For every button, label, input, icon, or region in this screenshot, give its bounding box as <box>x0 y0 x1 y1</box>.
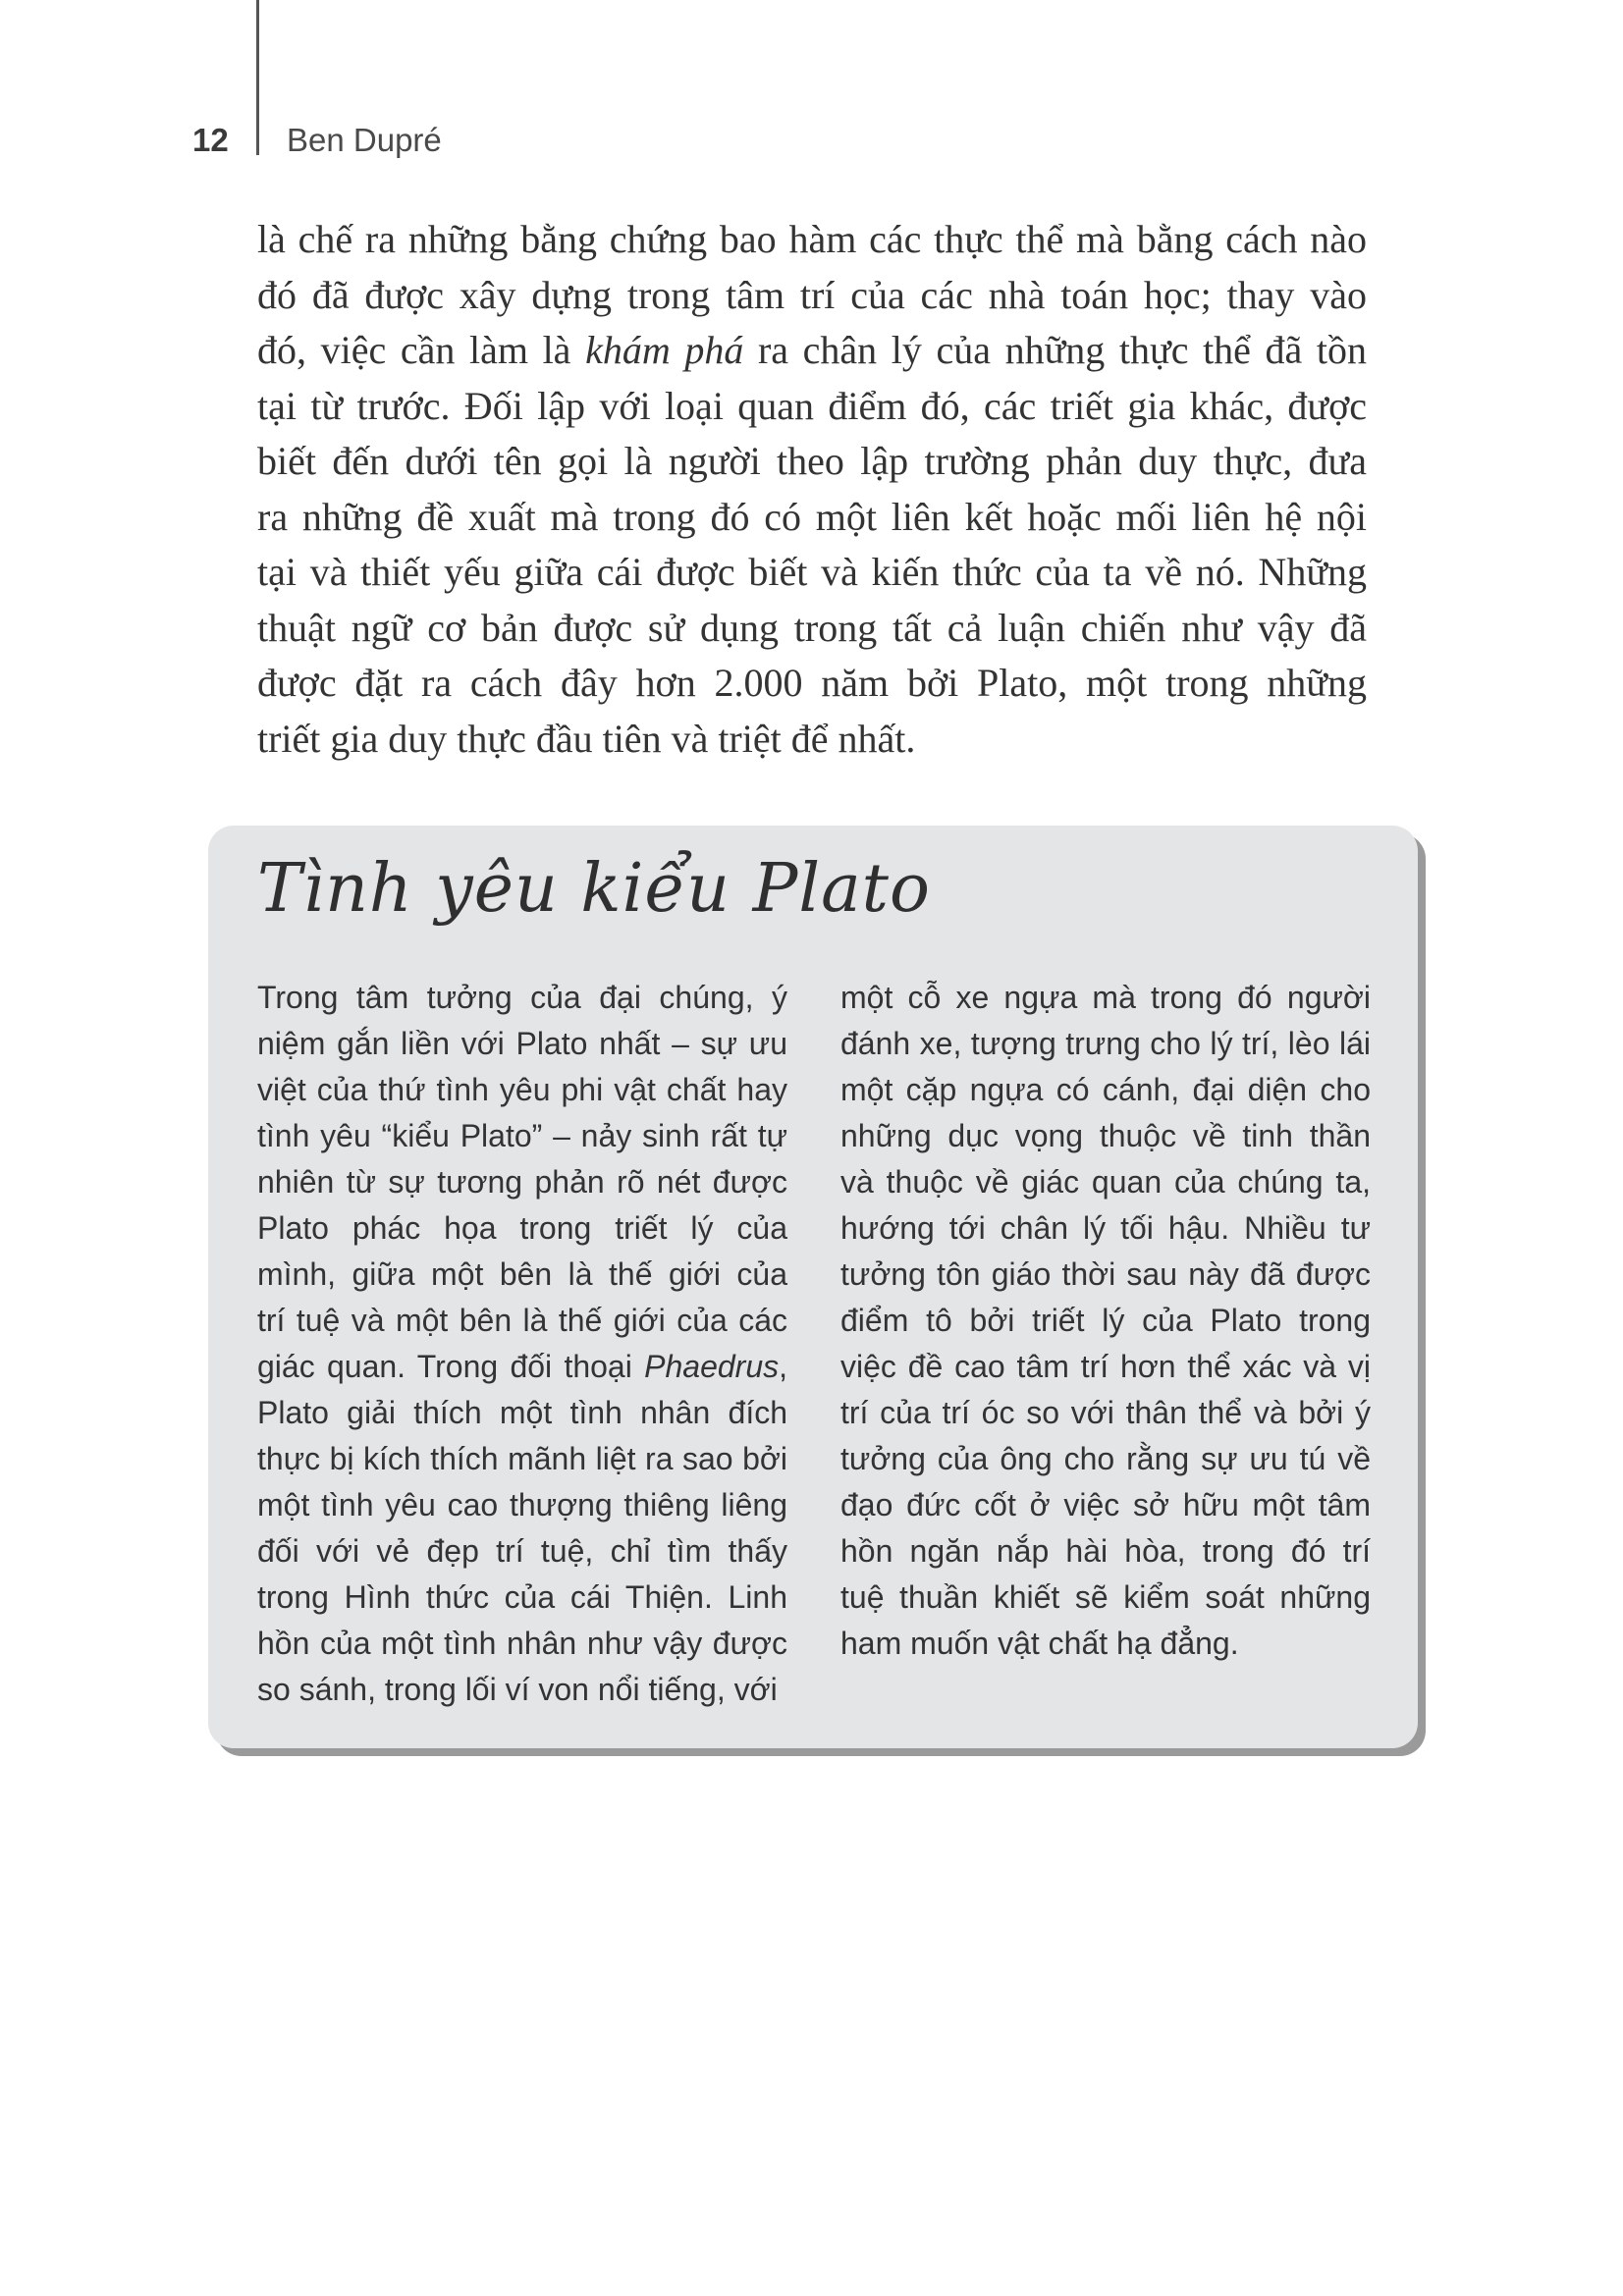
sidebar-line: một tình yêu cao thượng thiêng liêng <box>257 1487 787 1522</box>
emphasis-term: Phaedrus <box>644 1349 780 1384</box>
body-line: tại và thiết yếu giữa cái được biết và kiến thức của ta về nó. Những <box>257 550 1367 594</box>
sidebar-line: trí tuệ và một bên là thế giới của các <box>257 1303 787 1338</box>
sidebar-line: Plato giải thích một tình nhân đích <box>257 1395 787 1430</box>
sidebar-line: một cặp ngựa có cánh, đại diện cho <box>840 1072 1371 1107</box>
sidebar-line: đạo đức cốt ở việc sở hữu một tâm <box>840 1487 1371 1522</box>
running-head-author: Ben Dupré <box>287 122 442 158</box>
sidebar-line: so sánh, trong lối ví von nổi tiếng, với <box>257 1672 778 1707</box>
sidebar-line: một cỗ xe ngựa mà trong đó người <box>840 980 1371 1015</box>
sidebar-line: hướng tới chân lý tối hậu. Nhiều tư <box>840 1210 1371 1246</box>
header-vertical-rule <box>256 0 259 155</box>
sidebar-line: tưởng của ông cho rằng sự ưu tú về <box>840 1441 1371 1476</box>
sidebar-line: Trong tâm tưởng của đại chúng, ý <box>257 980 787 1015</box>
sidebar-line: hồn của một tình nhân như vậy được <box>257 1626 787 1661</box>
sidebar-line: đánh xe, tượng trưng cho lý trí, lèo lái <box>840 1026 1371 1061</box>
sidebar-line: trong Hình thức của cái Thiện. Linh <box>257 1579 787 1615</box>
sidebar-line: tuệ thuần khiết sẽ kiểm soát những <box>840 1579 1371 1615</box>
body-line: ra những đề xuất mà trong đó có một liên kết hoặc mối liên hệ nội <box>257 494 1367 539</box>
body-text-run: đó, việc cần làm là <box>257 328 571 372</box>
sidebar-line: thực bị kích thích mãnh liệt ra sao bởi <box>257 1441 787 1476</box>
body-line: triết gia duy thực đầu tiên và triệt để nhất. <box>257 716 916 761</box>
sidebar-line: việt của thứ tình yêu phi vật chất hay <box>257 1072 787 1107</box>
sidebar-line: niệm gắn liền với Plato nhất – sự ưu <box>257 1026 787 1061</box>
sidebar-line-with-emphasis <box>257 1344 787 1390</box>
sidebar-line: những dục vọng thuộc về tinh thần <box>840 1118 1371 1153</box>
sidebar-line: hồn ngăn nắp hài hòa, trong đó trí <box>840 1533 1371 1569</box>
sidebar-text-run: giác quan. Trong đối thoại <box>257 1349 632 1384</box>
sidebar-right-column <box>840 975 1371 1667</box>
body-line: là chế ra những bằng chứng bao hàm các thực thể mà bằng cách nào <box>257 217 1367 261</box>
sidebar-line: và thuộc về giác quan của chúng ta, <box>840 1164 1371 1200</box>
sidebar-line: đối với vẻ đẹp trí tuệ, chỉ tìm thấy <box>257 1533 787 1569</box>
sidebar-line: ham muốn vật chất hạ đẳng. <box>840 1626 1239 1661</box>
sidebar-line: mình, giữa một bên là thế giới của <box>257 1256 787 1292</box>
page-number: 12 <box>192 122 229 158</box>
sidebar-text-run: , <box>779 1349 788 1384</box>
body-text-run: ra chân lý của những thực thể đã tồn <box>757 328 1368 372</box>
sidebar-title: Tình yêu kiểu Plato <box>257 850 931 928</box>
sidebar-line: điểm tô bởi triết lý của Plato trong <box>840 1303 1371 1338</box>
body-line: được đặt ra cách đây hơn 2.000 năm bởi Plato, một trong những <box>257 661 1367 705</box>
sidebar-left-column <box>257 975 787 1713</box>
sidebar-line: trí của trí óc so với thân thể và bởi ý <box>840 1395 1371 1430</box>
emphasis-term: khám phá <box>585 328 744 372</box>
sidebar-line: nhiên từ sự tương phản rõ nét được <box>257 1164 787 1200</box>
body-line-with-emphasis <box>257 323 1367 379</box>
sidebar-line: Plato phác họa trong triết lý của <box>257 1210 787 1246</box>
body-line: tại từ trước. Đối lập với loại quan điểm đó, các triết gia khác, được <box>257 383 1367 428</box>
sidebar-line: tình yêu “kiểu Plato” – nảy sinh rất tự <box>257 1118 787 1153</box>
body-line: thuật ngữ cơ bản được sử dụng trong tất cả luận chiến như vậy đã <box>257 605 1367 650</box>
sidebar-line: việc đề cao tâm trí hơn thể xác và vị <box>840 1349 1371 1384</box>
main-text <box>257 212 1367 767</box>
body-line: biết đến dưới tên gọi là người theo lập trường phản duy thực, đưa <box>257 439 1367 483</box>
sidebar-line: tưởng tôn giáo thời sau này đã được <box>840 1256 1371 1292</box>
body-line: đó đã được xây dựng trong tâm trí của các nhà toán học; thay vào <box>257 272 1367 317</box>
